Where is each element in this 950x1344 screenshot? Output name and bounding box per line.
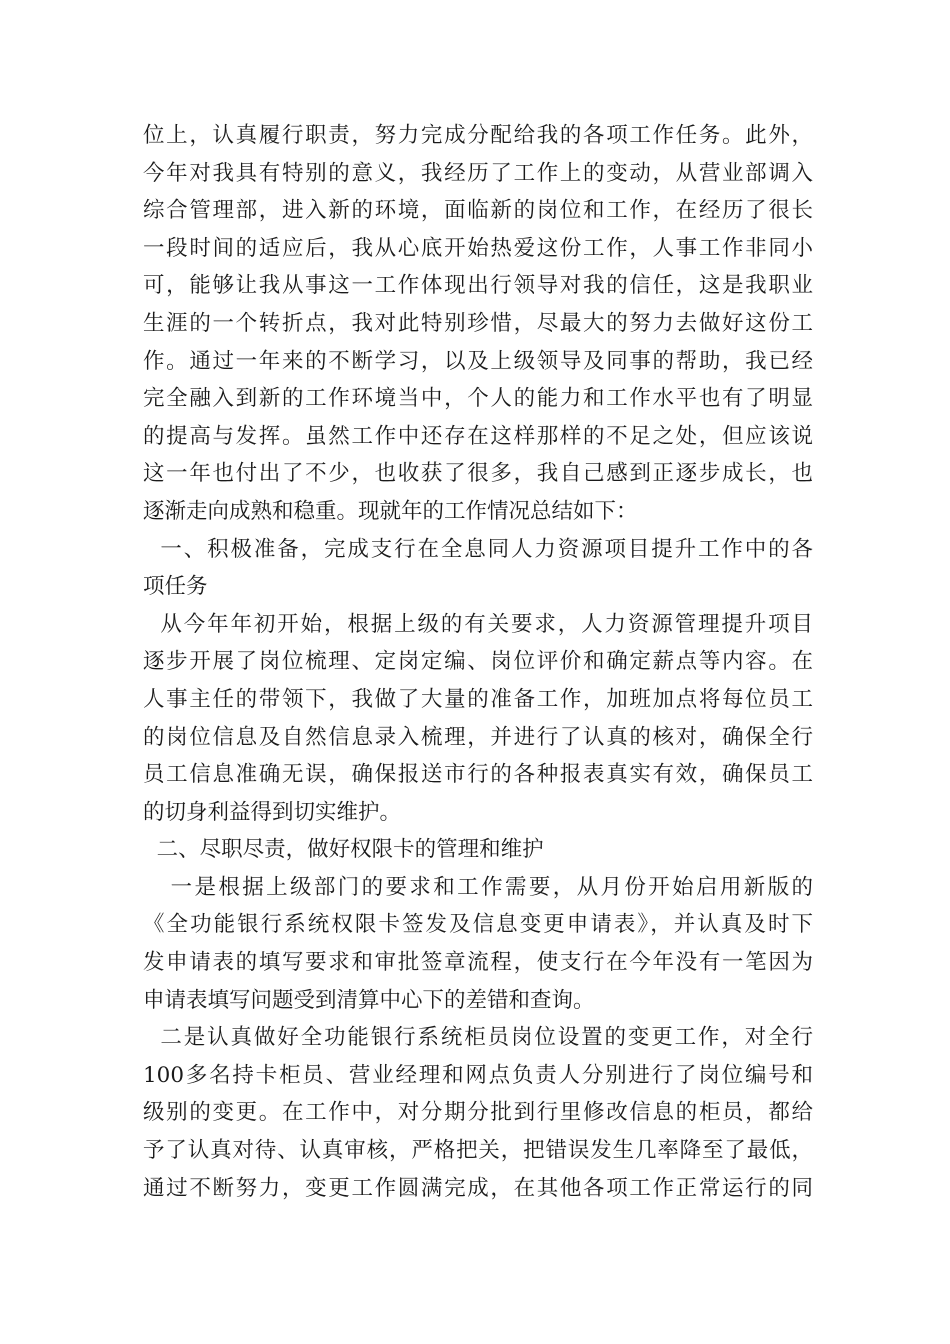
text-line: 一段时间的适应后，我从心底开始热爱这份工作，人事工作非同小 (143, 235, 813, 261)
text-line: 这一年也付出了不少，也收获了很多，我自己感到正逐步成长，也 (143, 461, 813, 487)
text-line: 综合管理部，进入新的环境，面临新的岗位和工作，在经历了很长 (143, 198, 813, 224)
text-line: 通过不断努力，变更工作圆满完成，在其他各项工作正常运行的同 (143, 1175, 813, 1201)
section-heading-line: 项任务 (143, 574, 208, 600)
text-line: 级别的变更。在工作中，对分期分批到行里修改信息的柜员，都给 (143, 1100, 813, 1126)
text-line: 100多名持卡柜员、营业经理和网点负责人分别进行了岗位编号和 (143, 1062, 813, 1088)
text-line: 予了认真对待、认真审核，严格把关，把错误发生几率降至了最低， (143, 1138, 813, 1164)
text-line: 人事主任的带领下，我做了大量的准备工作，加班加点将每位员工 (143, 686, 813, 712)
text-line: 从今年年初开始，根据上级的有关要求，人力资源管理提升项目 (143, 611, 813, 637)
text-line: 完全融入到新的工作环境当中，个人的能力和工作水平也有了明显 (143, 386, 813, 412)
text-line: 的岗位信息及自然信息录入梳理，并进行了认真的核对，确保全行 (143, 724, 813, 750)
text-line: 的提高与发挥。虽然工作中还存在这样那样的不足之处，但应该说 (143, 423, 813, 449)
text-line: 申请表填写问题受到清算中心下的差错和查询。 (143, 987, 595, 1013)
text-line: 作。通过一年来的不断学习，以及上级领导及同事的帮助，我已经 (143, 348, 813, 374)
text-line: 逐步开展了岗位梳理、定岗定编、岗位评价和确定薪点等内容。在 (143, 649, 813, 675)
text-line: 员工信息准确无误，确保报送市行的各种报表真实有效，确保员工 (143, 762, 813, 788)
text-line: 逐渐走向成熟和稳重。现就年的工作情况总结如下： (143, 498, 638, 524)
section-heading-line: 二、尽职尽责，做好权限卡的管理和维护 (143, 837, 544, 863)
text-line: 《全功能银行系统权限卡签发及信息变更申请表》，并认真及时下 (143, 912, 813, 938)
text-line: 今年对我具有特别的意义，我经历了工作上的变动，从营业部调入 (143, 160, 813, 186)
text-line: 一是根据上级部门的要求和工作需要，从月份开始启用新版的 (143, 874, 813, 900)
text-line: 发申请表的填写要求和审批签章流程，使支行在今年没有一笔因为 (143, 950, 813, 976)
text-line: 位上，认真履行职责，努力完成分配给我的各项工作任务。此外， (143, 123, 813, 148)
document-body (143, 117, 813, 1207)
text-line: 二是认真做好全功能银行系统柜员岗位设置的变更工作，对全行 (143, 1025, 813, 1051)
section-heading-line: 一、积极准备，完成支行在全息同人力资源项目提升工作中的各 (143, 536, 813, 562)
text-line: 生涯的一个转折点，我对此特别珍惜，尽最大的努力去做好这份工 (143, 310, 813, 336)
text-line: 可，能够让我从事这一工作体现出行领导对我的信任，这是我职业 (143, 273, 813, 299)
text-line: 的切身利益得到切实维护。 (143, 799, 402, 825)
